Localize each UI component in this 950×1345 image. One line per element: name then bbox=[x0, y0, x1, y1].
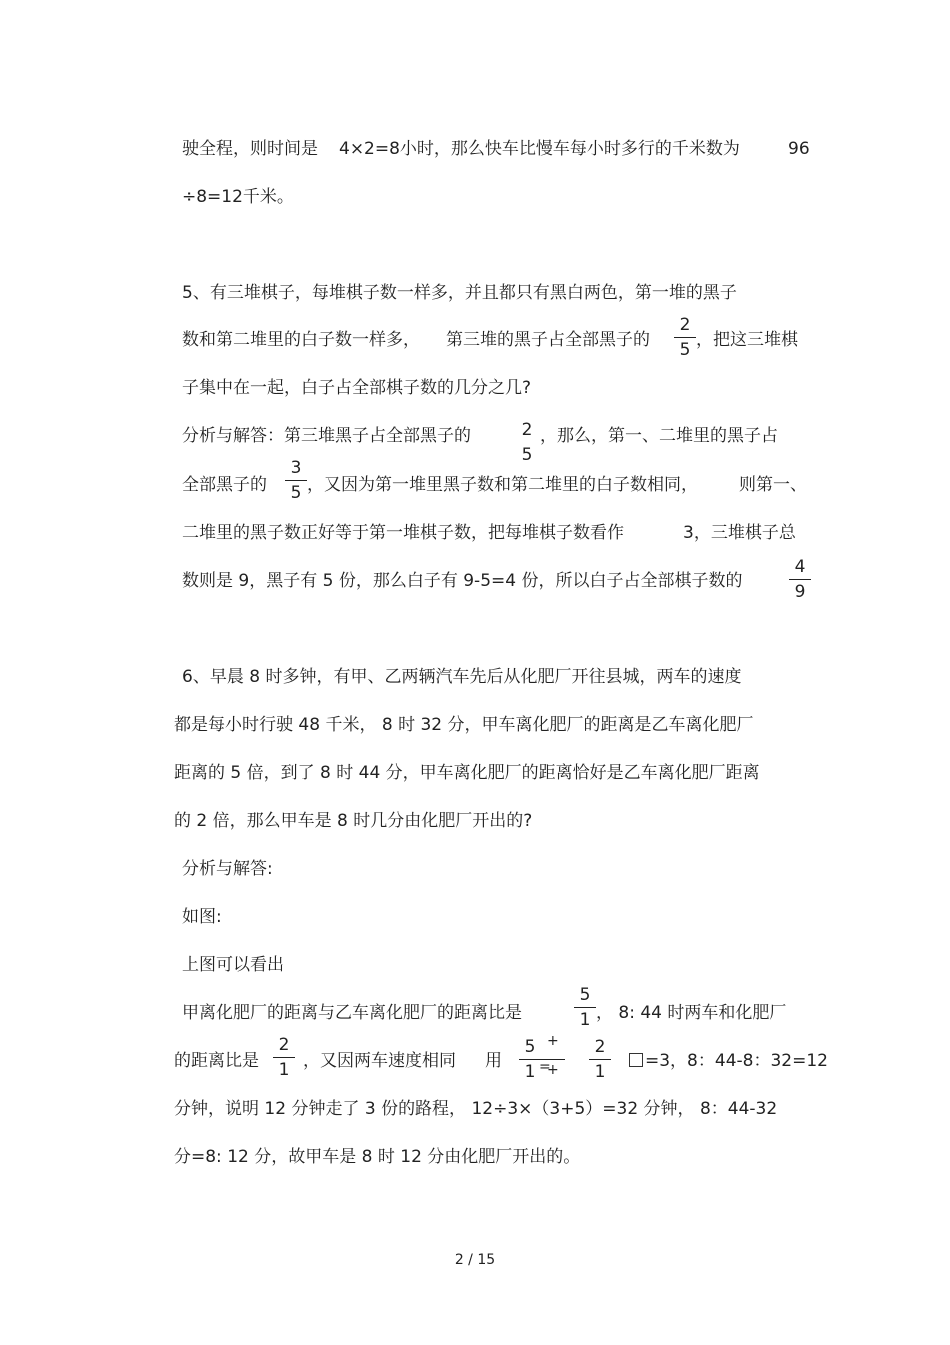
figure-label: 如图: bbox=[182, 907, 222, 927]
text-line: ，把这三堆棋 bbox=[696, 330, 798, 350]
text-line: ，又因两车速度相同 bbox=[303, 1051, 456, 1071]
text-line: 二堆里的黑子数正好等于第一堆棋子数，把每堆棋子数看作 bbox=[182, 523, 624, 543]
text-span: =3，8：44-8：32=12 bbox=[645, 1051, 828, 1071]
problem-5-question: 5、有三堆棋子，每堆棋子数一样多，并且都只有黑白两色，第一堆的黑子 bbox=[182, 283, 737, 303]
text-line: 的距离比是 bbox=[174, 1051, 259, 1071]
fraction: 2 1 bbox=[589, 1037, 611, 1082]
text-line: ÷8=12千米。 bbox=[182, 187, 294, 207]
text-line: 则第一、 bbox=[739, 475, 807, 495]
text-line: 数和第二堆里的白子数一样多， bbox=[182, 330, 420, 350]
fraction: 3 5 bbox=[285, 458, 307, 503]
text-line: ， 8: 44 时两车和化肥厂 bbox=[596, 1003, 787, 1023]
analysis-line: 分析与解答：第三堆黑子占全部黑子的 bbox=[182, 426, 471, 446]
box-icon bbox=[629, 1053, 643, 1067]
fraction: 5 1 bbox=[519, 1037, 541, 1082]
page-number: 2 / 15 bbox=[454, 1252, 496, 1268]
equals-sign-icon: = bbox=[539, 1059, 551, 1075]
text-line: 分=8: 12 分，故甲车是 8 时 12 分由化肥厂开出的。 bbox=[174, 1147, 581, 1167]
text-line: 驶全程，则时间是 bbox=[182, 139, 318, 159]
text-line: 数则是 9，黑子有 5 份，那么白子有 9-5=4 份，所以白子占全部棋子数的 bbox=[182, 571, 743, 591]
text-line: 上图可以看出 bbox=[182, 955, 284, 975]
text-line: 子集中在一起，白子占全部棋子数的几分之几? bbox=[182, 378, 532, 398]
text-line bbox=[629, 1051, 828, 1071]
fraction: 2 5 bbox=[521, 420, 533, 465]
plus-sign-icon: + bbox=[547, 1033, 559, 1049]
text-line: 距离的 5 倍，到了 8 时 44 分，甲车离化肥厂的距离恰好是乙车离化肥厂距离 bbox=[174, 763, 760, 783]
text-line: 96 bbox=[788, 139, 810, 159]
problem-6-question: 6、早晨 8 时多钟，有甲、乙两辆汽车先后从化肥厂开往县城，两车的速度 bbox=[182, 667, 742, 687]
fraction: 2 5 bbox=[674, 315, 696, 360]
fraction: 5 1 bbox=[574, 985, 596, 1030]
text-line: 3，三堆棋子总 bbox=[683, 523, 796, 543]
plus-sign-icon: + bbox=[547, 1062, 559, 1078]
fraction: 2 1 bbox=[273, 1035, 295, 1080]
fraction: 4 9 bbox=[789, 557, 811, 602]
text-line: 用 bbox=[485, 1051, 502, 1071]
analysis-label: 分析与解答: bbox=[182, 859, 273, 879]
text-line: 都是每小时行驶 48 千米， 8 时 32 分，甲车离化肥厂的距离是乙车离化肥厂 bbox=[174, 715, 754, 735]
text-line: 4×2=8小时，那么快车比慢车每小时多行的千米数为 bbox=[339, 139, 740, 159]
text-line: 全部黑子的 bbox=[182, 475, 267, 495]
text-line: 甲离化肥厂的距离与乙车离化肥厂的距离比是 bbox=[182, 1003, 522, 1023]
text-line: 分钟，说明 12 分钟走了 3 份的路程， 12÷3×（3+5）=32 分钟， 8：44-32 bbox=[174, 1099, 778, 1119]
text-line: 第三堆的黑子占全部黑子的 bbox=[446, 330, 650, 350]
text-line: ，那么，第一、二堆里的黑子占 bbox=[540, 426, 778, 446]
text-line: ，又因为第一堆里黑子数和第二堆里的白子数相同， bbox=[307, 475, 698, 495]
text-line: 的 2 倍，那么甲车是 8 时几分由化肥厂开出的? bbox=[174, 811, 533, 831]
